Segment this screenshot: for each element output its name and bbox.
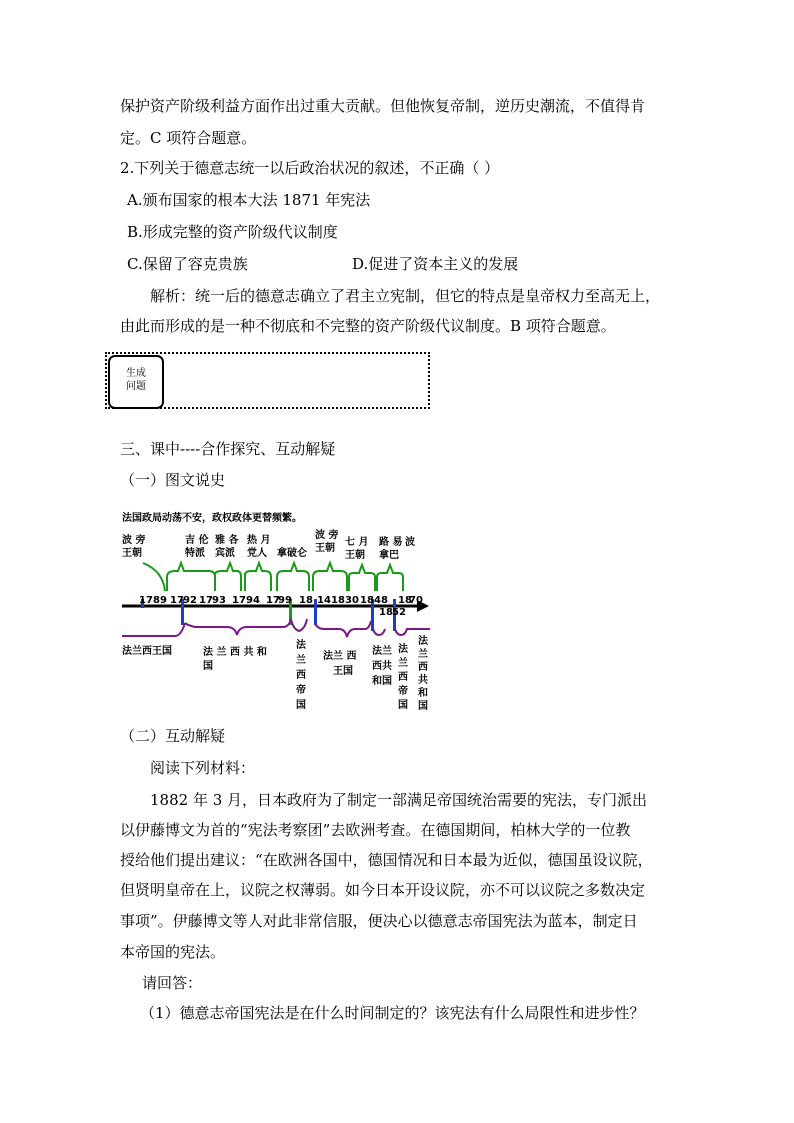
year-label: 52 bbox=[392, 607, 406, 618]
bottom-label: 西 bbox=[296, 670, 306, 681]
subsection-1-heading: （一）图文说史 bbox=[120, 471, 226, 489]
analysis-line-1: 解析：统一后的德意志确立了君主立宪制，但它的特点是皇帝权力至高无上， bbox=[150, 287, 661, 305]
read-instruction: 阅读下列材料： bbox=[150, 759, 256, 777]
top-label: 波 bbox=[405, 537, 415, 548]
subsection-2-heading: （二）互动解疑 bbox=[120, 727, 226, 745]
option-b: B.形成完整的资产阶级代议制度 bbox=[127, 223, 338, 241]
top-label: 七 月 bbox=[345, 537, 369, 548]
bottom-label: 兰 bbox=[398, 658, 408, 669]
bottom-label: 兰 bbox=[296, 655, 306, 666]
bottom-label: 法兰 西 bbox=[323, 651, 357, 662]
bottom-label: 法兰西王国 bbox=[122, 646, 172, 657]
bottom-label: 法 bbox=[418, 636, 428, 647]
material-line-2: 以伊藤博文为首的“宪法考察团”去欧洲考查。在德国期间，柏林大学的一位教 bbox=[120, 821, 631, 839]
bottom-label: 和 bbox=[418, 688, 428, 699]
top-label: 路 易 bbox=[379, 537, 403, 548]
top-label: 热 月 bbox=[247, 535, 271, 546]
answer-line-1: 保护资产阶级利益方面作出过重大贡献。但他恢复帝制，逆历史潮流，不值得肯 bbox=[120, 97, 646, 115]
bottom-label: 国 bbox=[418, 701, 428, 712]
material-line-3: 授给他们提出建议：“在欧洲各国中，德国情况和日本最为近似，德国虽设议院， bbox=[120, 851, 653, 869]
year-label: 17 bbox=[139, 595, 153, 606]
bottom-label: 法兰 bbox=[372, 646, 392, 657]
material-line-1: 1882 年 3 月，日本政府为了制定一部满足帝国统治需要的宪法，专门派出 bbox=[150, 791, 648, 809]
generated-questions-label bbox=[108, 355, 164, 409]
year-label: 48 bbox=[374, 595, 388, 606]
top-label: 宾派 bbox=[215, 548, 235, 559]
year-label: 18 bbox=[398, 595, 412, 606]
top-label: 特派 bbox=[185, 548, 205, 559]
year-label: 92 bbox=[183, 595, 197, 606]
option-a: A.颁布国家的根本大法 1871 年宪法 bbox=[127, 191, 371, 209]
year-label: 70 bbox=[409, 595, 423, 606]
top-label: 雅 各 bbox=[215, 535, 239, 546]
year-label: 18 bbox=[299, 595, 313, 606]
year-label: 93 bbox=[212, 595, 226, 606]
question-2-stem: 2.下列关于德意志统一以后政治状况的叙述，不正确（ ） bbox=[120, 159, 500, 177]
top-label: 王朝 bbox=[315, 543, 335, 554]
bottom-label: 法 兰 西 共 和 bbox=[203, 647, 267, 658]
top-label: 吉 伦 bbox=[185, 535, 209, 546]
year-label: 18 bbox=[331, 595, 345, 606]
year-label: 94 bbox=[246, 595, 260, 606]
option-d: D.促进了资本主义的发展 bbox=[352, 255, 519, 273]
bottom-label: 帝 bbox=[296, 685, 306, 696]
top-label: 拿巴 bbox=[379, 550, 399, 561]
option-c: C.保留了容克贵族 bbox=[127, 255, 248, 273]
year-label: 14 bbox=[317, 595, 331, 606]
bottom-label: 法 bbox=[398, 644, 408, 655]
timeline-title: 法国政局动荡不安，政权政体更替频繁。 bbox=[122, 513, 302, 524]
label-line-1: 生成 bbox=[126, 368, 146, 379]
section-3-heading: 三、课中----合作探究、互动解疑 bbox=[120, 440, 336, 458]
bottom-label: 国 bbox=[203, 661, 213, 672]
bottom-label: 西 bbox=[418, 662, 428, 673]
bottom-label: 国 bbox=[296, 700, 306, 711]
year-label: 17 bbox=[199, 595, 213, 606]
bottom-label: 兰 bbox=[418, 649, 428, 660]
question-1: （1）德意志帝国宪法是在什么时间制定的？该宪法有什么局限性和进步性？ bbox=[140, 1004, 645, 1022]
bottom-label: 西共 bbox=[372, 661, 392, 672]
answer-prompt: 请回答： bbox=[142, 974, 203, 992]
material-line-6: 本帝国的宪法。 bbox=[120, 943, 226, 961]
analysis-line-2: 由此而形成的是一种不彻底和不完整的资产阶级代议制度。B 项符合题意。 bbox=[120, 317, 616, 335]
bottom-label: 帝 bbox=[398, 686, 408, 697]
year-label: 17 bbox=[266, 595, 280, 606]
year-label: 17 bbox=[232, 595, 246, 606]
bottom-label: 国 bbox=[398, 700, 408, 711]
bottom-label: 法 bbox=[296, 640, 306, 651]
bottom-label: 西 bbox=[398, 672, 408, 683]
top-label: 波 旁 bbox=[315, 530, 339, 541]
year-label: 89 bbox=[153, 595, 167, 606]
year-label: 18 bbox=[360, 595, 374, 606]
bottom-label: 王国 bbox=[333, 666, 353, 677]
year-label: 17 bbox=[170, 595, 184, 606]
year-label: 99 bbox=[278, 595, 292, 606]
top-label: 波 旁 bbox=[122, 535, 146, 546]
bottom-label: 和国 bbox=[372, 676, 392, 687]
material-line-5: 事项”。伊藤博文等人对此非常信服，便决心以德意志帝国宪法为蓝本，制定日 bbox=[120, 912, 638, 930]
label-line-2: 问题 bbox=[126, 381, 146, 392]
top-label: 王朝 bbox=[122, 548, 142, 559]
top-label: 党人 bbox=[247, 548, 267, 559]
top-label: 王朝 bbox=[345, 550, 365, 561]
top-label: 拿破仑 bbox=[277, 548, 307, 559]
year-label: 30 bbox=[345, 595, 359, 606]
bottom-label: 共 bbox=[418, 675, 428, 686]
france-timeline bbox=[115, 505, 445, 720]
material-line-4: 但贤明皇帝在上，议院之权薄弱。如今日本开设议院，亦不可以议院之多数决定 bbox=[120, 881, 646, 899]
answer-line-2: 定。C 项符合题意。 bbox=[120, 129, 257, 147]
year-label: 18 bbox=[379, 607, 393, 618]
